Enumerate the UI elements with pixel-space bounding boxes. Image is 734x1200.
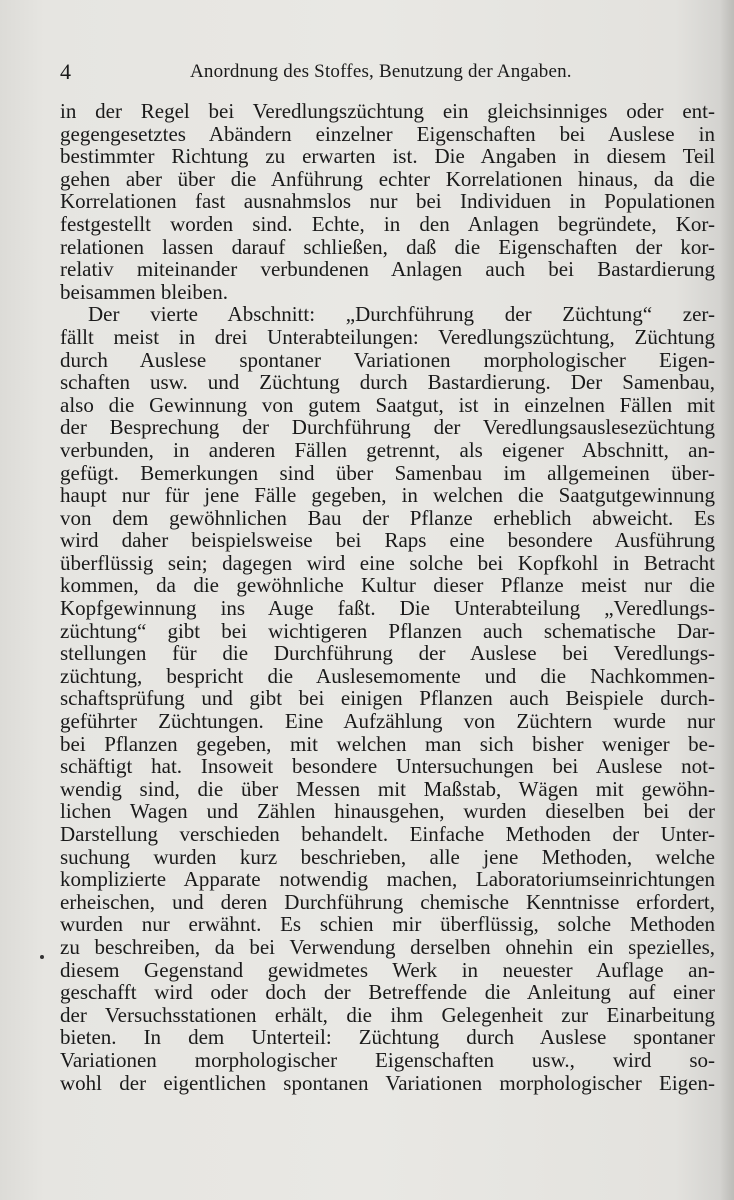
text-line: bei Pflanzen gegeben, mit welchen man sich bisher weniger be-: [60, 731, 715, 756]
text-line: geführter Züchtungen. Eine Aufzählung von Züchtern wurde nur: [60, 709, 715, 734]
text-line: schäftigt hat. Insoweit besondere Untersuchungen bei Auslese not-: [60, 754, 715, 779]
text-line: verbunden, in anderen Fällen getrennt, als eigener Abschnitt, an-: [60, 437, 715, 462]
text-line: geschafft wird oder doch der Betreffende die Anleitung auf einer: [60, 980, 715, 1005]
paragraph-first-line: Der vierte Abschnitt: „Durchführung der Züchtung“ zer-: [88, 302, 715, 327]
text-line: lichen Wagen und Zählen hinausgehen, wurden dieselben bei der: [60, 799, 715, 824]
text-line: Variationen morphologischer Eigenschaften usw., wird so-: [60, 1047, 715, 1072]
text-line: kommen, da die gewöhnliche Kultur dieser Pflanze meist nur die: [60, 573, 715, 598]
body-text: [60, 100, 715, 1094]
text-line: relationen lassen darauf schließen, daß die Eigenschaften der kor-: [60, 234, 715, 259]
text-line: gehen aber über die Anführung echter Korrelationen hinaus, da die: [60, 166, 715, 191]
text-line: fällt meist in drei Unterabteilungen: Veredlungszüchtung, Züchtung: [60, 324, 715, 349]
text-line: haupt nur für jene Fälle gegeben, in welchen die Saatgutgewinnung: [60, 483, 715, 508]
text-line: wird daher beispielsweise bei Raps eine besondere Ausführung: [60, 528, 715, 553]
text-line: Kopfgewinnung ins Auge faßt. Die Unterabteilung „Veredlungs-: [60, 596, 715, 621]
page-edge-shadow: [720, 0, 734, 1200]
text-line: durch Auslese spontaner Variationen morphologischer Eigen-: [60, 347, 715, 372]
text-line: komplizierte Apparate notwendig machen, Laboratoriumseinrichtungen: [60, 867, 715, 892]
text-line: überflüssig sein; dagegen wird eine solche bei Kopfkohl in Betracht: [60, 550, 715, 575]
text-line: gefügt. Bemerkungen sind über Samenbau im allgemeinen über-: [60, 460, 715, 485]
text-line: wohl der eigentlichen spontanen Variationen morphologischer Eigen-: [60, 1070, 715, 1095]
text-line: züchtung, bespricht die Auslesemomente und die Nachkommen-: [60, 663, 715, 688]
text-line: diesem Gegenstand gewidmetes Werk in neuester Auflage an-: [60, 957, 715, 982]
margin-dot: [40, 955, 44, 959]
text-line: schaften usw. und Züchtung durch Bastardierung. Der Samenbau,: [60, 370, 715, 395]
running-head: [60, 58, 700, 86]
text-line: wurden nur erwähnt. Es schien mir überflüssig, solche Methoden: [60, 912, 715, 937]
text-line: erheischen, und deren Durchführung chemische Kenntnisse erfordert,: [60, 889, 715, 914]
text-line: stellungen für die Durchführung der Auslese bei Veredlungs-: [60, 641, 715, 666]
text-line: relativ miteinander verbundenen Anlagen auch bei Bastardierung: [60, 257, 715, 282]
text-line: Korrelationen fast ausnahmslos nur bei Individuen in Populationen: [60, 189, 715, 214]
text-line: der Versuchsstationen erhält, die ihm Gelegenheit zur Einarbeitung: [60, 1002, 715, 1027]
text-line: zu beschreiben, da bei Verwendung derselben ohnehin ein spezielles,: [60, 934, 715, 959]
text-line: also die Gewinnung von gutem Saatgut, ist in einzelnen Fällen mit: [60, 392, 715, 417]
running-title: Anordnung des Stoffes, Benutzung der Angaben.: [190, 61, 572, 82]
text-line: wendig sind, die über Messen mit Maßstab, Wägen mit gewöhn-: [60, 776, 715, 801]
text-line: bestimmter Richtung zu erwarten ist. Die Angaben in diesem Teil: [60, 144, 715, 169]
text-line: gegengesetztes Abändern einzelner Eigenschaften bei Auslese in: [60, 121, 715, 146]
text-line: der Besprechung der Durchführung der Veredlungsauslesezüchtung: [60, 415, 715, 440]
text-line: in der Regel bei Veredlungszüchtung ein gleichsinniges oder ent-: [60, 99, 715, 123]
text-line: suchung wurden kurz beschrieben, alle jene Methoden, welche: [60, 844, 715, 869]
text-line: schaftsprüfung und gibt bei einigen Pflanzen auch Beispiele durch-: [60, 686, 715, 711]
text-line: festgestellt worden sind. Echte, in den Anlagen begründete, Kor-: [60, 211, 715, 236]
page-number: 4: [60, 59, 71, 84]
text-line: züchtung“ gibt bei wichtigeren Pflanzen auch schematische Dar-: [60, 618, 715, 643]
text-line: bieten. In dem Unterteil: Züchtung durch Auslese spontaner: [60, 1025, 715, 1050]
paragraph-end-line: beisammen bleiben.: [60, 279, 228, 304]
text-line: Darstellung verschieden behandelt. Einfache Methoden der Unter-: [60, 822, 715, 846]
text-line: von dem gewöhnlichen Bau der Pflanze erheblich abweicht. Es: [60, 505, 715, 530]
